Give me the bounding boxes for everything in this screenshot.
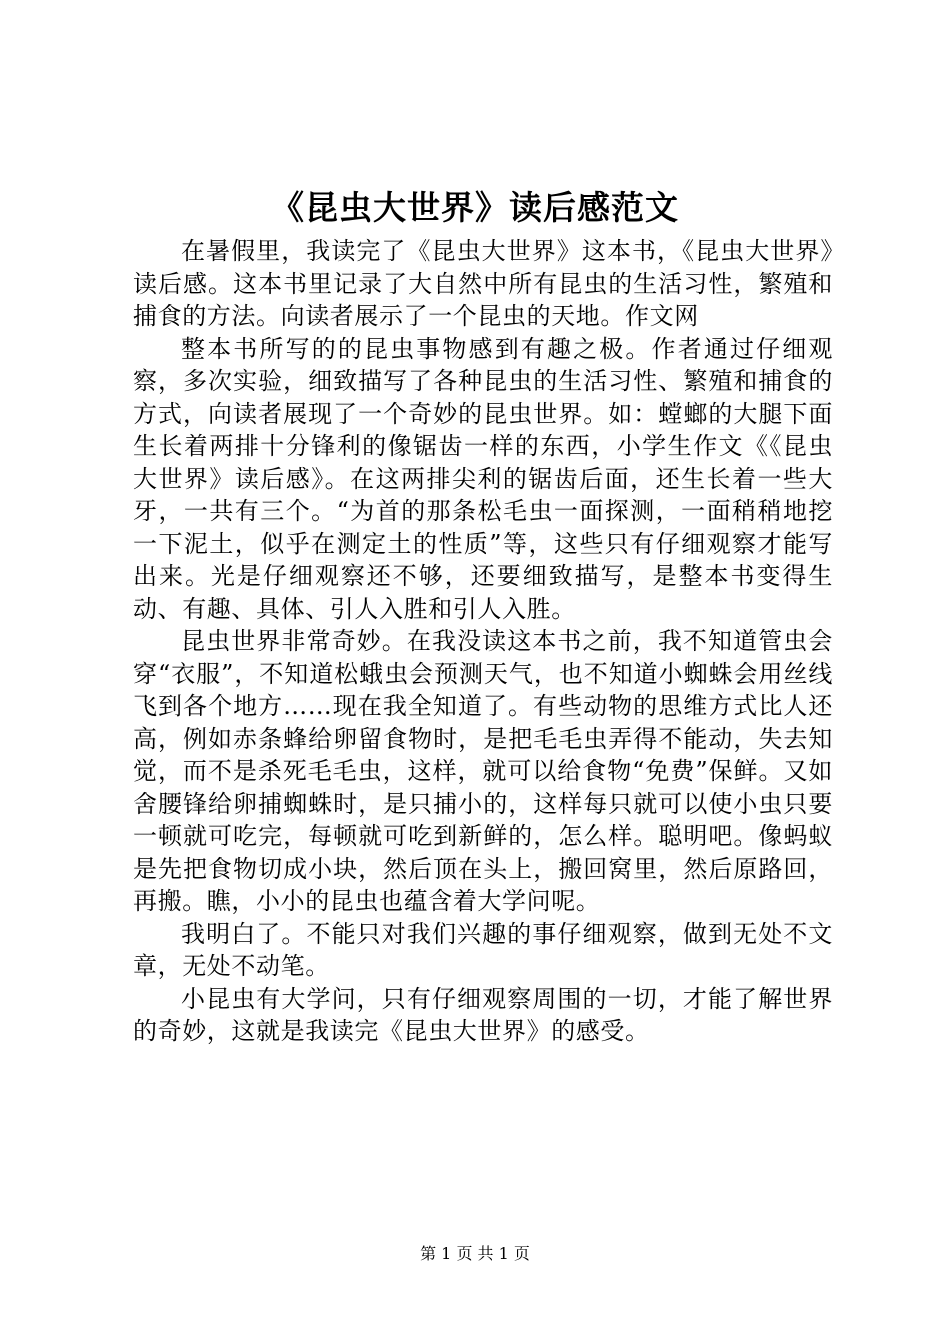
paragraph: 在暑假里，我读完了《昆虫大世界》这本书，《昆虫大世界》读后感。这本书里记录了大自然中所有昆虫的生活习性，繁殖和捕食的方法。向读者展示了一个昆虫的天地。作文网 xyxy=(133,237,833,330)
page-number-footer: 第 1 页 共 1 页 xyxy=(420,1244,530,1263)
paragraph: 小昆虫有大学问，只有仔细观察周围的一切，才能了解世界的奇妙，这就是我读完《昆虫大世界》的感受。 xyxy=(133,984,833,1045)
paragraph: 昆虫世界非常奇妙。在我没读这本书之前，我不知道管虫会穿“衣服”，不知道松蛾虫会预测天气，也不知道小蜘蛛会用丝线飞到各个地方……现在我全知道了。有些动物的思维方式比人还高，例如赤条蜂给卵留食物时，是把毛毛虫弄得不能动，失去知觉，而不是杀死毛毛虫，这样，就可以给食物“免费”保鲜。又如舍腰锋给卵捕蜘蛛时，是只捕小的，这样每只就可以使小虫只要一顿就可吃完，每顿就可吃到新鲜的，怎么样。聪明吧。像蚂蚁是先把食物切成小块，然后顶在头上，搬回窝里，然后原路回，再搬。瞧，小小的昆虫也蕴含着大学问呢。 xyxy=(133,627,833,915)
document-body xyxy=(133,235,833,1048)
paragraph: 整本书所写的的昆虫事物感到有趣之极。作者通过仔细观察，多次实验，细致描写了各种昆虫的生活习性、繁殖和捕食的方式，向读者展现了一个奇妙的昆虫世界。如：螳螂的大腿下面生长着两排十分锋利的像锯齿一样的东西，小学生作文《《昆虫大世界》读后感》。在这两排尖利的锯齿后面，还生长着一些大牙，一共有三个。“为首的那条松毛虫一面探测，一面稍稍地挖一下泥土，似乎在测定土的性质”等，这些只有仔细观察才能写出来。光是仔细观察还不够，还要细致描写，是整本书变得生动、有趣、具体、引人入胜和引人入胜。 xyxy=(133,334,833,623)
paragraph: 我明白了。不能只对我们兴趣的事仔细观察，做到无处不文章，无处不动笔。 xyxy=(133,919,833,980)
document-title: 《昆虫大世界》读后感范文 xyxy=(271,188,679,227)
